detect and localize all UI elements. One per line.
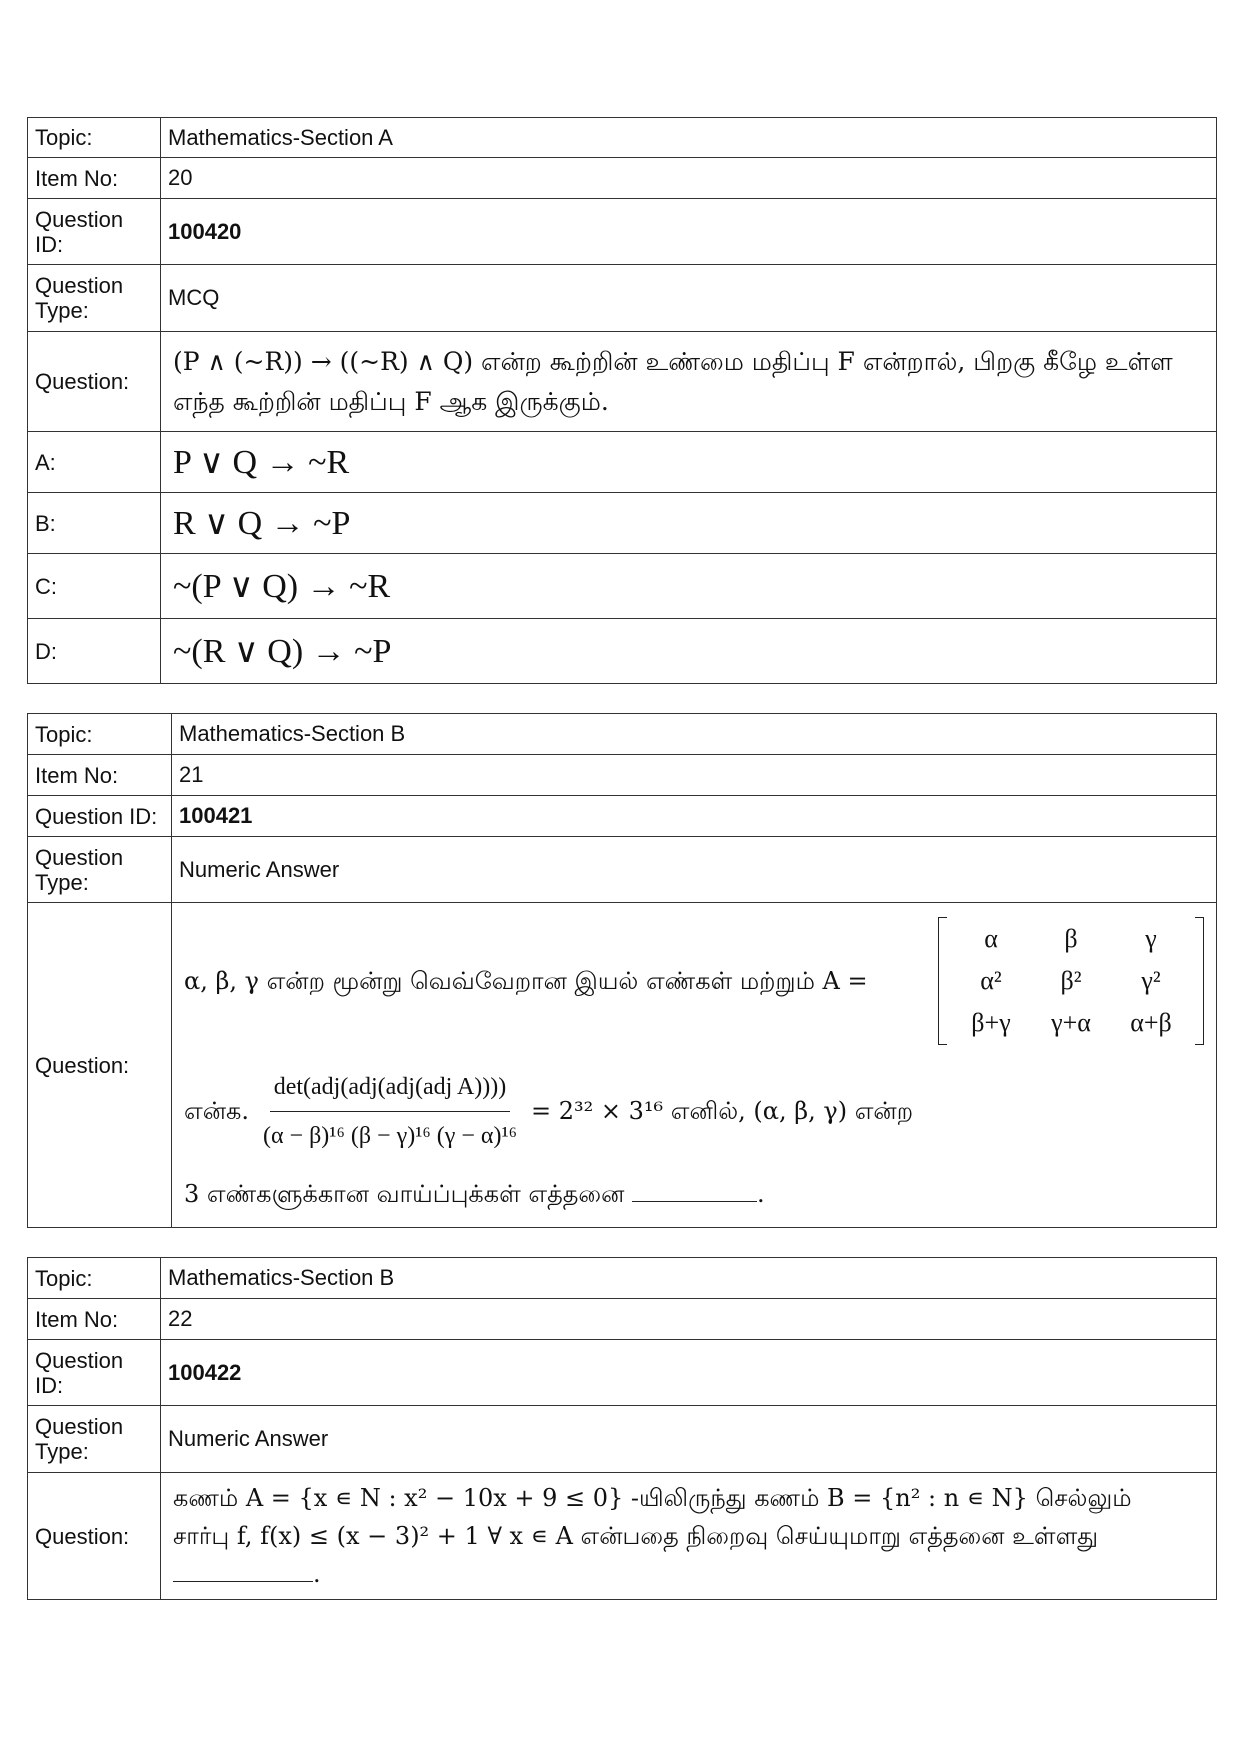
option-d-label: D:: [28, 619, 161, 684]
matrix-cell: γ: [1145, 923, 1157, 953]
matrix-left-bracket: [938, 917, 947, 1045]
question-rhs: = 2³² × 3¹⁶ எனில், (α, β, γ) என்ற: [531, 1097, 914, 1125]
answer-blank: [632, 1177, 757, 1202]
question-type-label: Question Type:: [28, 837, 172, 903]
question-type-value: Numeric Answer: [172, 837, 1217, 903]
answer-blank: [173, 1557, 313, 1582]
item-no-label: Item No:: [28, 755, 172, 796]
question-label: Question:: [28, 332, 161, 432]
question-card-21: [27, 713, 1217, 1228]
matrix-cell: β: [1064, 923, 1078, 953]
item-no-value: 20: [161, 158, 1217, 199]
question-id-value: 100421: [172, 796, 1217, 837]
option-c-text: ~(P ∨ Q) → ~R: [161, 554, 1217, 619]
matrix-cell: α+β: [1130, 1007, 1172, 1037]
matrix-cell: β+γ: [971, 1007, 1011, 1037]
option-a-label: A:: [28, 432, 161, 493]
question-line-1: (P ∧ (~R)) → ((~R) ∧ Q) என்ற கூற்றின் உண்மை மதிப்பு F என்றால், பிறகு கீழே உள்ள: [173, 346, 1173, 376]
question-line-2: எந்த கூற்றின் மதிப்பு F ஆக இருக்கும்.: [173, 386, 609, 416]
item-no-value: 21: [172, 755, 1217, 796]
topic-label: Topic:: [28, 714, 172, 755]
fraction: [259, 1067, 521, 1156]
question-label: Question:: [28, 1473, 161, 1600]
fraction-numerator: det(adj(adj(adj(adj A)))): [270, 1067, 511, 1112]
question-card-22: [27, 1257, 1217, 1600]
option-d-text: ~(R ∨ Q) → ~P: [161, 619, 1217, 684]
question-id-label: Question ID:: [28, 199, 161, 265]
matrix-grid: [947, 917, 1195, 1045]
question-line-1: கணம் A = {x ∊ N : x² − 10x + 9 ≤ 0} -யிலிருந்து கணம் B = {n² : n ∊ N} செல்லும்: [173, 1484, 1132, 1512]
topic-label: Topic:: [28, 118, 161, 158]
matrix-cell: γ²: [1141, 965, 1161, 995]
question-label: Question:: [28, 903, 172, 1228]
question-text: [161, 332, 1217, 432]
matrix-right-bracket: [1195, 917, 1204, 1045]
question-id-value: 100420: [161, 199, 1217, 265]
question-id-label: Question ID:: [28, 796, 172, 837]
question-intro: α, β, γ என்ற மூன்று வெவ்வேறான இயல் எண்கள் மற்றும் A =: [184, 966, 868, 995]
question-type-label: Question Type:: [28, 1406, 161, 1473]
question-line-2: சார்பு f, f(x) ≤ (x − 3)² + 1 ∀ x ∊ A என்பதை நிறைவு செய்யுமாறு எத்தனை உள்ளது: [173, 1522, 1099, 1550]
question-type-value: Numeric Answer: [161, 1406, 1217, 1473]
option-b-text: R ∨ Q → ~P: [161, 493, 1217, 554]
matrix-cell: α²: [980, 965, 1002, 995]
matrix-cell: β²: [1060, 965, 1082, 995]
option-c-label: C:: [28, 554, 161, 619]
topic-value: Mathematics-Section A: [161, 118, 1217, 158]
question-type-value: MCQ: [161, 265, 1217, 332]
option-a-text: P ∨ Q → ~R: [161, 432, 1217, 493]
question-type-label: Question Type:: [28, 265, 161, 332]
fraction-denominator: (α − β)¹⁶ (β − γ)¹⁶ (γ − α)¹⁶: [262, 1122, 518, 1149]
item-no-value: 22: [161, 1299, 1217, 1340]
matrix-a: [938, 917, 1204, 1045]
matrix-cell: γ+α: [1051, 1007, 1091, 1037]
question-text: கணம் A = {x ∊ N : x² − 10x + 9 ≤ 0} -யிலிருந்து கணம் B = {n² : n ∊ N} செல்லும் சார்பு f, f(x) ≤ (x − 3)² + 1 ∀ x ∊ A என்பதை நிறைவு செய்யுமாறு எத்தனை உள்ளது .: [161, 1473, 1217, 1600]
topic-value: Mathematics-Section B: [172, 714, 1217, 755]
topic-label: Topic:: [28, 1258, 161, 1299]
matrix-cell: α: [984, 923, 998, 953]
question-card-20: [27, 117, 1217, 684]
question-enka: என்க.: [184, 1097, 249, 1125]
item-no-label: Item No:: [28, 1299, 161, 1340]
question-id-label: Question ID:: [28, 1340, 161, 1406]
option-b-label: B:: [28, 493, 161, 554]
question-last-line: 3 எண்களுக்கான வாய்ப்புக்கள் எத்தனை: [184, 1179, 625, 1208]
question-id-value: 100422: [161, 1340, 1217, 1406]
question-text: α, β, γ என்ற மூன்று வெவ்வேறான இயல் எண்கள் மற்றும் A = α β γ α² β² γ² β+γ γ+α α+β என்க. $\frac{\text{det(adj(adj(adj(adj A))))}}{\text{(α − β)¹⁶ (β − γ)¹⁶ (γ − α)¹⁶}}$ = 2³² × 3¹⁶ எனில், (α, β, γ) என்ற 3 எண்களுக்கான வாய்ப்புக்கள் எத்தனை .: [172, 903, 1217, 1228]
topic-value: Mathematics-Section B: [161, 1258, 1217, 1299]
item-no-label: Item No:: [28, 158, 161, 199]
